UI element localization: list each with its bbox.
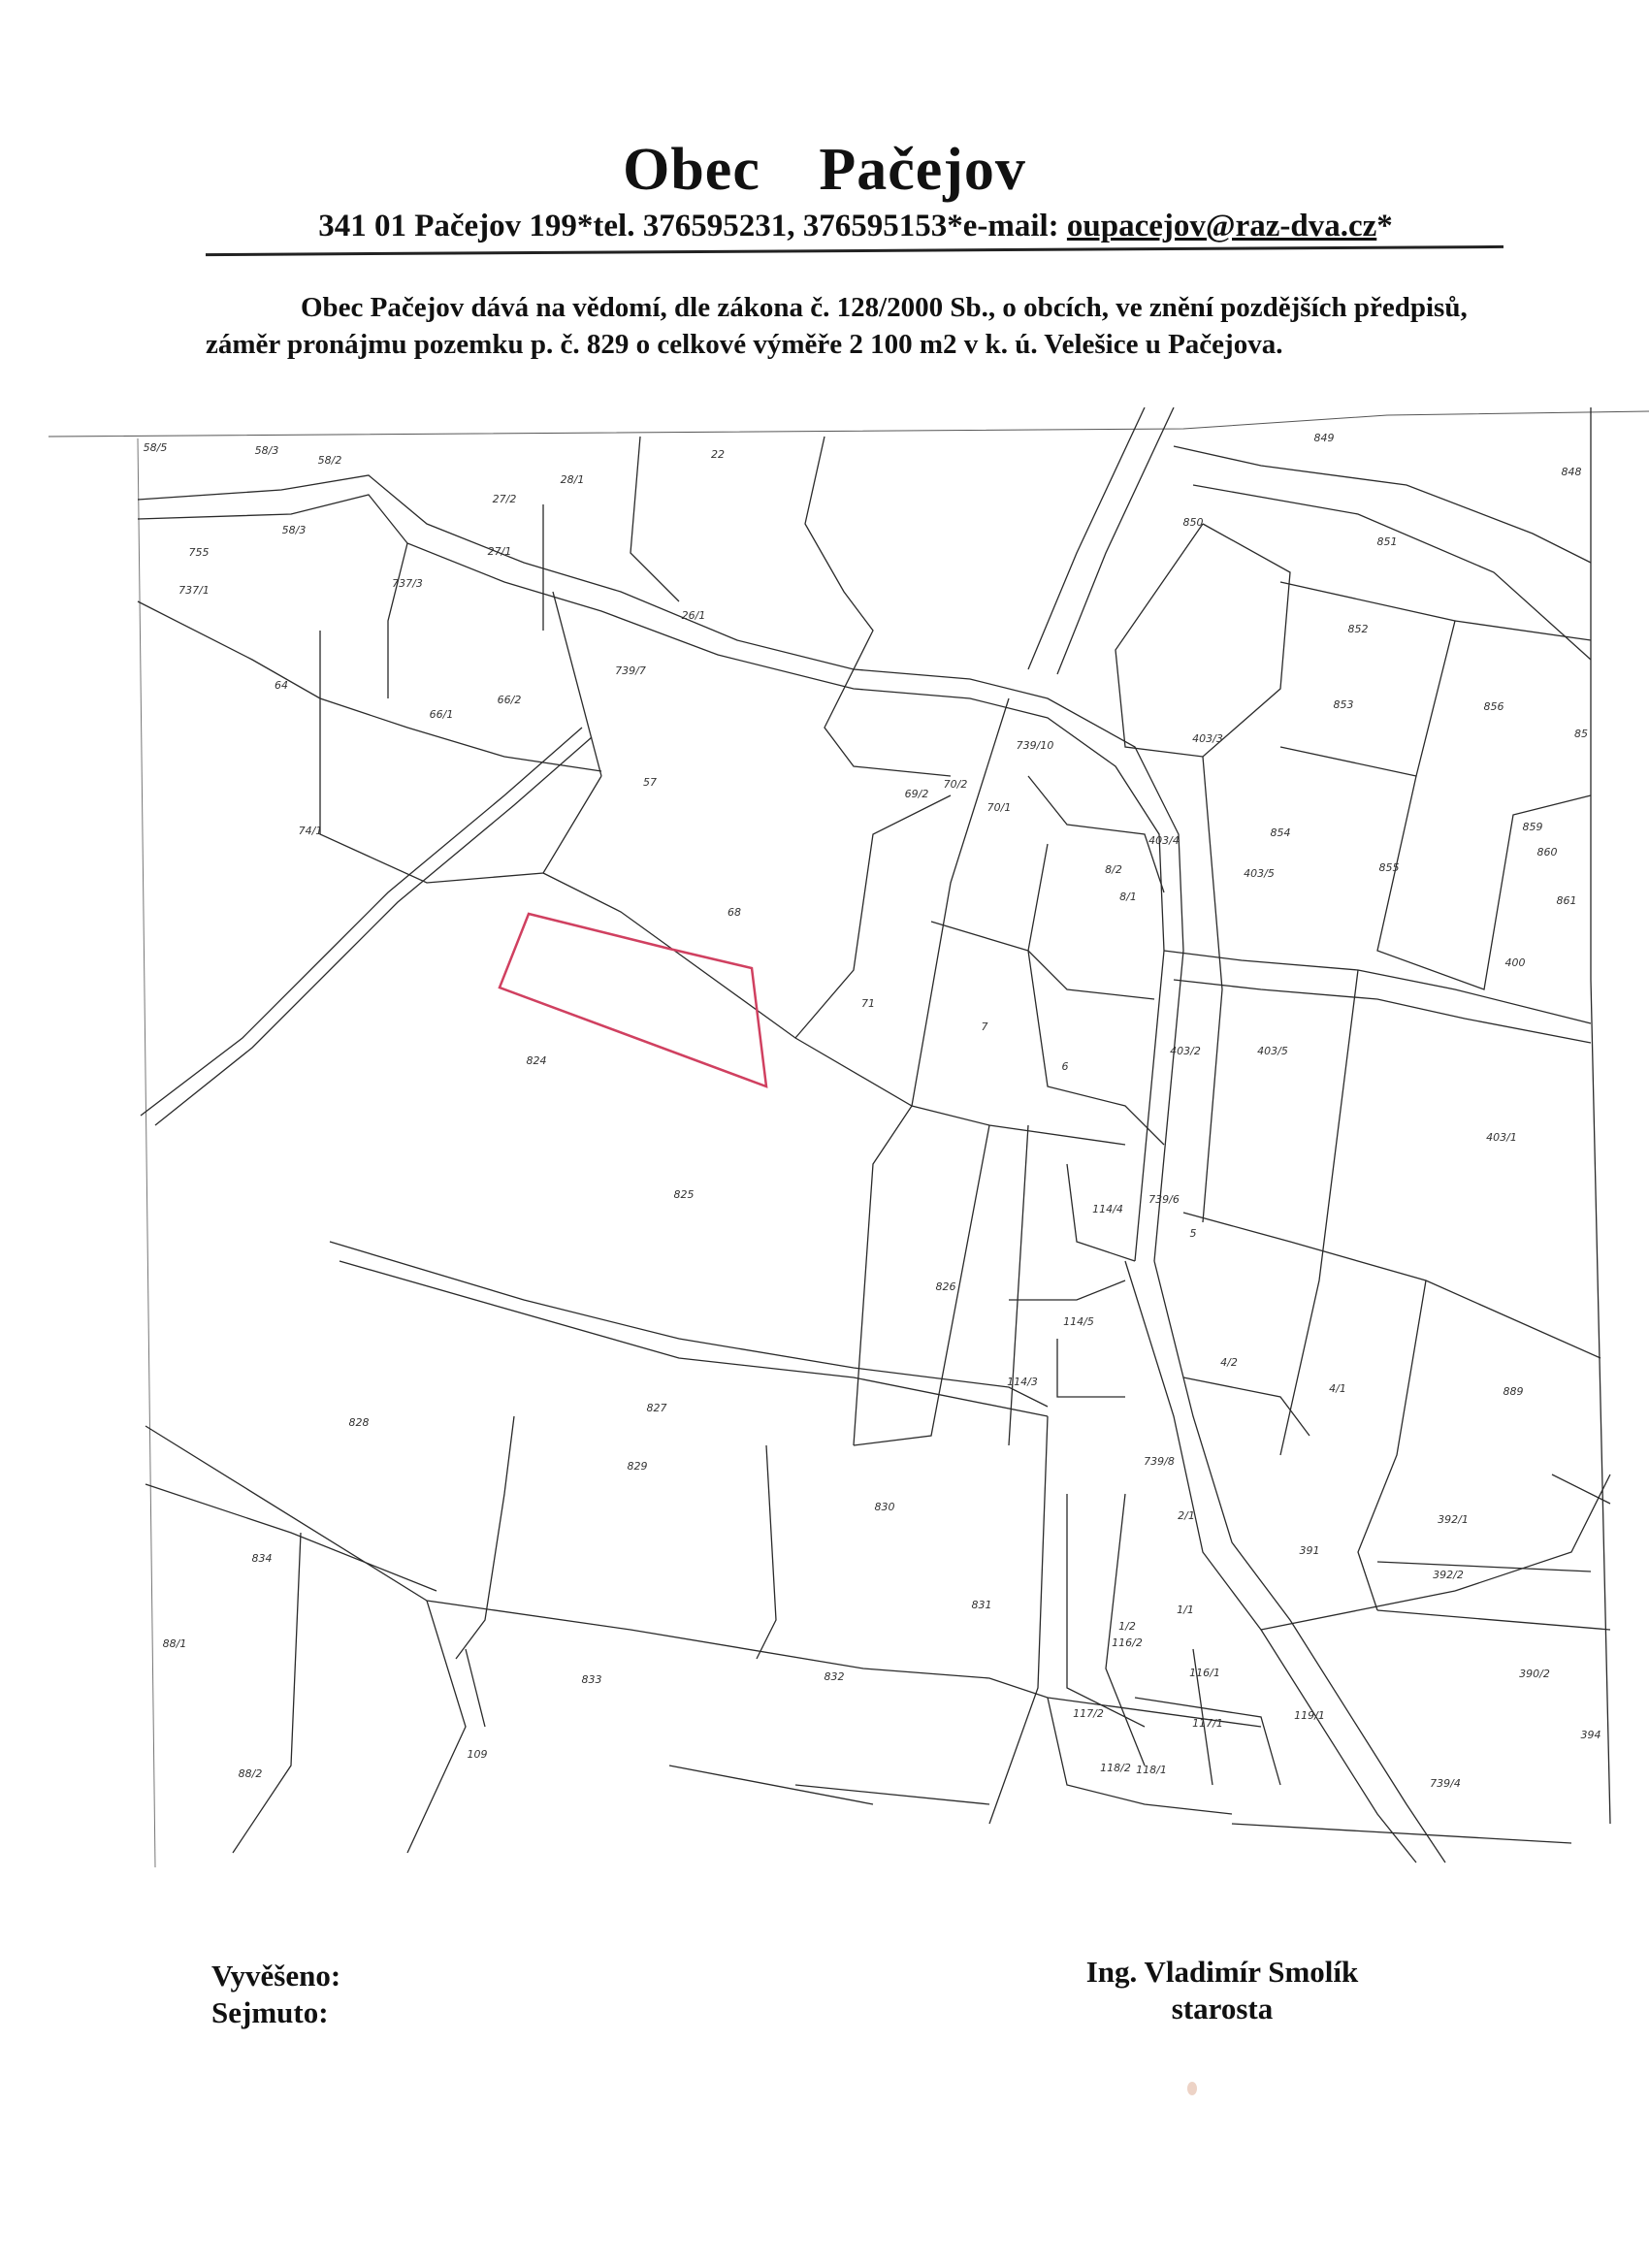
parcel-label: 737/3	[392, 577, 423, 590]
parcel-label: 70/1	[986, 801, 1012, 814]
parcel-label: 739/6	[1148, 1193, 1180, 1206]
parcel-label: 403/2	[1170, 1045, 1201, 1057]
parcel-label: 848	[1561, 466, 1582, 478]
parcel-label: 828	[348, 1416, 370, 1429]
paper-stain	[1187, 2082, 1197, 2095]
parcel-label: 403/3	[1192, 732, 1223, 745]
signatory-name: Ing. Vladimír Smolík	[1085, 1955, 1359, 1989]
notice-text: Obec Pačejov dává na vědomí, dle zákona č. 128/2000 Sb., o obcích, ve znění pozdějších předpisů, záměr pronájmu pozemku p. č. 829 o celkové výměře 2 100 m2 v k. ú. Velešice u Pačejova.	[206, 292, 1468, 360]
parcel-label: 392/2	[1433, 1569, 1464, 1581]
header-divider	[206, 245, 1504, 256]
parcel-label: 4/2	[1220, 1356, 1238, 1369]
parcel-label: 824	[526, 1054, 547, 1067]
parcel-label: 394	[1580, 1729, 1601, 1741]
parcel-label: 58/5	[143, 441, 168, 454]
parcel-label: 1/1	[1177, 1604, 1194, 1616]
cadastral-map-svg	[0, 407, 1649, 1882]
signature-block	[970, 1954, 1474, 2027]
signatory-role: starosta	[1171, 1992, 1274, 2025]
parcel-label: 849	[1313, 432, 1335, 444]
parcel-label: 861	[1556, 894, 1577, 907]
parcel-label: 66/2	[497, 694, 522, 706]
parcel-label: 856	[1483, 700, 1504, 713]
parcel-label: 1/2	[1118, 1620, 1136, 1633]
parcel-label: 853	[1333, 698, 1354, 711]
contact-line	[206, 209, 1505, 244]
parcel-label: 7	[981, 1021, 988, 1033]
parcel-label: 6	[1061, 1060, 1069, 1073]
parcel-label: 22	[711, 448, 725, 461]
parcel-label: 70/2	[943, 778, 968, 791]
parcel-label: 755	[188, 546, 210, 559]
parcel-label: 116/2	[1112, 1636, 1143, 1649]
parcel-label: 830	[874, 1501, 895, 1513]
parcel-label: 852	[1347, 623, 1369, 635]
parcel-label: 119/1	[1294, 1709, 1325, 1722]
parcel-label: 118/1	[1136, 1764, 1167, 1776]
parcel-labels	[144, 432, 1601, 1790]
parcel-label: 58/3	[254, 444, 279, 457]
parcel-label: 737/1	[178, 584, 210, 597]
parcel-label: 85	[1574, 728, 1588, 740]
parcel-label: 8/1	[1119, 891, 1137, 903]
notice-paragraph	[206, 289, 1525, 363]
parcel-label: 5	[1189, 1227, 1197, 1240]
parcel-label: 27/1	[487, 545, 512, 558]
parcel-label: 390/2	[1519, 1668, 1550, 1680]
parcel-label: 8/2	[1105, 863, 1122, 876]
parcel-label: 2/1	[1178, 1509, 1195, 1522]
parcel-label: 116/1	[1189, 1667, 1220, 1679]
parcel-label: 392/1	[1438, 1513, 1469, 1526]
parcel-label: 26/1	[681, 609, 706, 622]
parcel-label: 27/2	[492, 493, 517, 505]
parcel-label: 117/2	[1073, 1707, 1104, 1720]
contact-suffix: *	[1376, 209, 1393, 243]
parcel-label: 832	[824, 1670, 845, 1683]
parcel-label: 58/2	[317, 454, 342, 467]
parcel-label: 74/1	[298, 825, 323, 837]
document-title	[0, 136, 1649, 205]
parcel-label: 739/8	[1144, 1455, 1175, 1468]
parcel-label: 403/5	[1244, 867, 1275, 880]
parcel-label: 739/4	[1430, 1777, 1461, 1790]
parcel-label: 739/7	[615, 664, 646, 677]
parcel-label: 403/4	[1148, 834, 1180, 847]
parcel-label: 889	[1503, 1385, 1524, 1398]
parcel-label: 851	[1376, 535, 1398, 548]
cadastral-map	[0, 407, 1649, 1882]
parcel-label: 829	[627, 1460, 648, 1473]
parcel-label: 391	[1299, 1544, 1320, 1557]
parcel-label: 4/1	[1329, 1382, 1346, 1395]
posting-dates	[211, 1958, 340, 2031]
parcel-label: 831	[971, 1599, 992, 1611]
parcel-label: 114/4	[1092, 1203, 1123, 1215]
parcel-label: 850	[1182, 516, 1204, 529]
parcel-boundaries	[48, 407, 1649, 1867]
parcel-label: 114/5	[1063, 1315, 1094, 1328]
posted-label: Vyvěšeno:	[211, 1959, 341, 1993]
parcel-label: 400	[1504, 956, 1526, 969]
parcel-label: 825	[673, 1188, 695, 1201]
contact-email-link[interactable]: oupacejov@raz-dva.cz	[1066, 209, 1377, 243]
parcel-label: 826	[935, 1280, 956, 1293]
parcel-label: 64	[275, 679, 288, 692]
title-municipality-name: Pačejov	[819, 137, 1026, 203]
parcel-label: 403/1	[1486, 1131, 1517, 1144]
parcel-label: 403/5	[1257, 1045, 1288, 1057]
parcel-label: 68	[728, 906, 741, 919]
parcel-label: 860	[1536, 846, 1558, 859]
parcel-label: 58/3	[281, 524, 307, 536]
parcel-label: 109	[467, 1748, 488, 1761]
parcel-label: 66/1	[429, 708, 454, 721]
parcel-label: 88/2	[238, 1767, 263, 1780]
parcel-label: 114/3	[1007, 1376, 1038, 1388]
contact-address-phone: 341 01 Pačejov 199*tel. 376595231, 376595153*e-mail:	[318, 209, 1067, 243]
parcel-label: 71	[861, 997, 875, 1010]
parcel-label: 28/1	[560, 473, 585, 486]
parcel-label: 88/1	[162, 1637, 187, 1650]
parcel-label: 69/2	[904, 788, 929, 800]
parcel-label: 118/2	[1100, 1762, 1131, 1774]
parcel-label: 117/1	[1192, 1717, 1223, 1730]
parcel-label: 859	[1522, 821, 1543, 833]
parcel-label: 855	[1378, 861, 1400, 874]
parcel-label: 57	[643, 776, 657, 789]
title-word-obec: Obec	[623, 137, 760, 203]
parcel-label: 833	[581, 1673, 602, 1686]
removed-label: Sejmuto:	[211, 1995, 329, 2029]
parcel-label: 854	[1270, 826, 1291, 839]
parcel-label: 739/10	[1016, 739, 1054, 752]
parcel-label: 834	[251, 1552, 273, 1565]
parcel-label: 827	[646, 1402, 667, 1414]
